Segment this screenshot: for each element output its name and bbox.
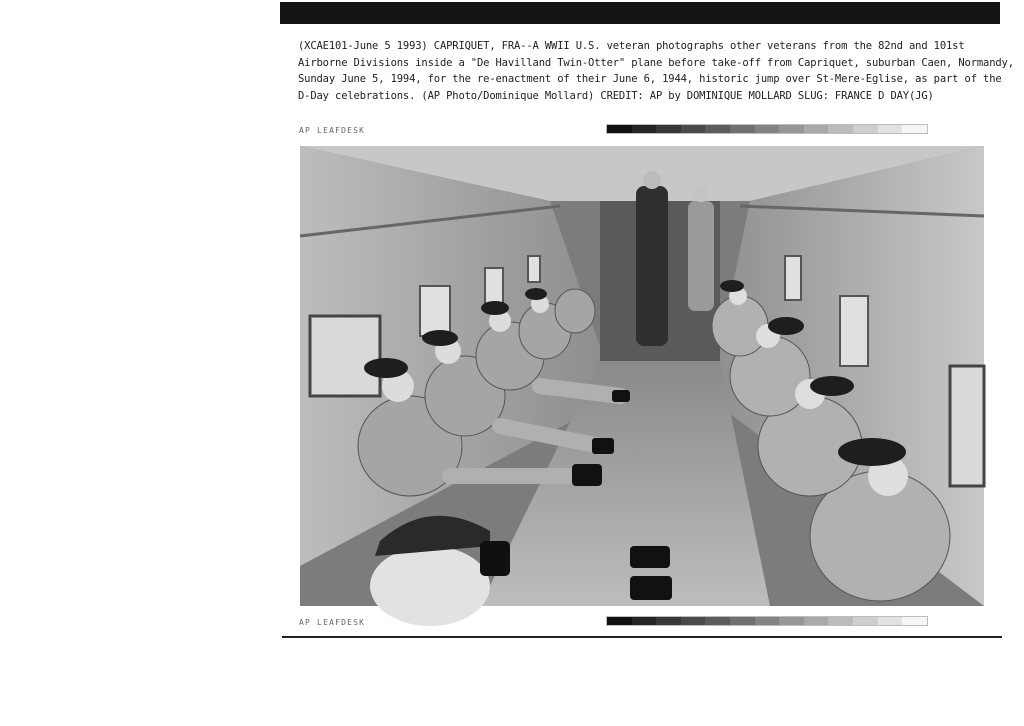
gray-scale-cell: [902, 617, 927, 625]
gray-scale-cell: [632, 125, 657, 133]
gray-scale-cell: [828, 125, 853, 133]
gray-scale-cell: [878, 617, 903, 625]
caption-line: (XCAE101-June 5 1993) CAPRIQUET, FRA--A WWII U.S. veteran photographs other veterans from the 82nd and 101st: [298, 40, 965, 52]
news-photo: [300, 146, 984, 606]
gray-scale-cell: [656, 125, 681, 133]
gray-scale-cell: [730, 125, 755, 133]
gray-scale-strip-top: [606, 124, 928, 134]
caption-line: Sunday June 5, 1994, for the re-enactment of their June 6, 1944, historic jump over St-Mere-Eglise, as part of the: [298, 73, 1002, 86]
gray-scale-cell: [779, 617, 804, 625]
caption-line: Airborne Divisions inside a "De Havilland Twin-Otter" plane before take-off from Capriquet, suburban Caen, Normandy,: [298, 56, 1014, 69]
gray-scale-cell: [878, 125, 903, 133]
gray-scale-cell: [804, 125, 829, 133]
aircraft-cabin-photo: [300, 146, 984, 606]
gray-scale-cell: [632, 617, 657, 625]
gray-scale-cell: [681, 617, 706, 625]
gray-scale-cell: [804, 617, 829, 625]
gray-scale-cell: [705, 617, 730, 625]
gray-scale-cell: [853, 125, 878, 133]
caption-line: D-Day celebrations. (AP Photo/Dominique Mollard) CREDIT: AP by DOMINIQUE MOLLARD SLUG: FRANCE D DAY(JG): [298, 89, 934, 102]
gray-scale-cell: [755, 125, 780, 133]
gray-scale-cell: [656, 617, 681, 625]
gray-scale-cell: [705, 125, 730, 133]
gray-scale-cell: [607, 125, 632, 133]
gray-scale-cell: [779, 125, 804, 133]
photo-caption: [298, 38, 1014, 104]
desk-label-bottom: AP LEAFDESK: [299, 618, 366, 627]
bottom-rule: [282, 636, 1002, 638]
gray-scale-cell: [755, 617, 780, 625]
gray-scale-cell: [607, 617, 632, 625]
desk-label-top: AP LEAFDESK: [299, 126, 366, 135]
gray-scale-cell: [828, 617, 853, 625]
gray-scale-strip-bottom: [606, 616, 928, 626]
gray-scale-cell: [853, 617, 878, 625]
top-black-bar: [280, 2, 1000, 24]
gray-scale-cell: [681, 125, 706, 133]
gray-scale-cell: [902, 125, 927, 133]
gray-scale-cell: [730, 617, 755, 625]
